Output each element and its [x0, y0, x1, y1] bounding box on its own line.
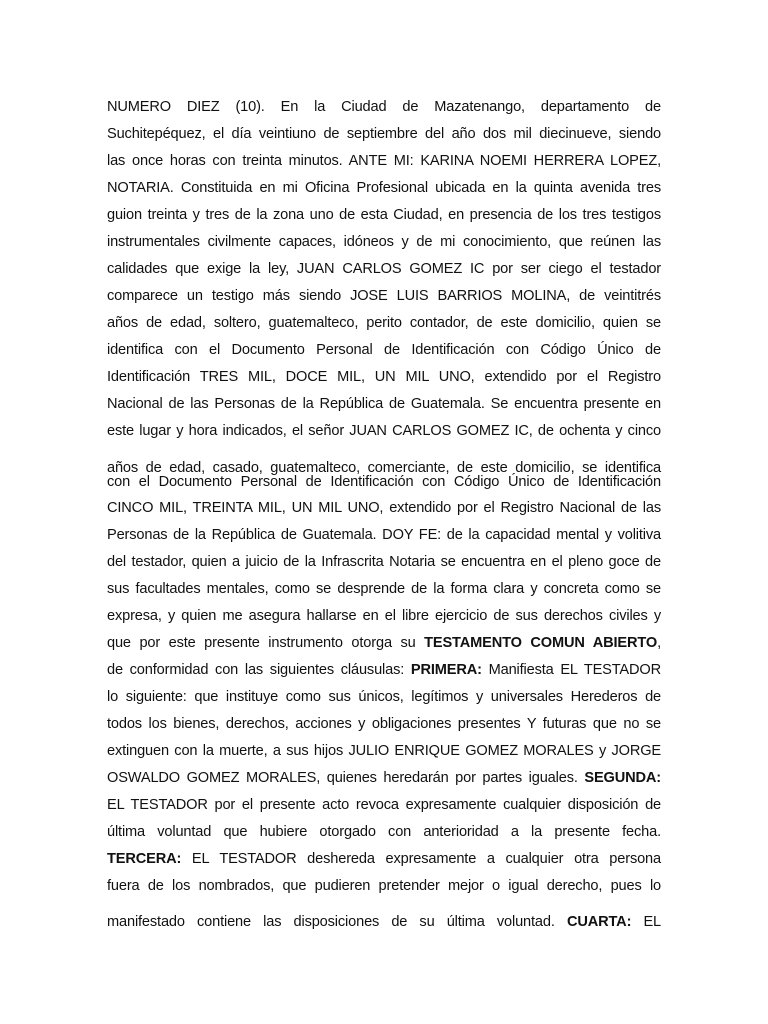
- text-run: de conformidad con las siguientes cláusulas:: [107, 662, 411, 678]
- text-line: [107, 687, 661, 707]
- bold-text-run: TERCERA:: [107, 851, 182, 867]
- text-line: [107, 421, 661, 441]
- text-run: este lugar y hora indicados, el señor JUAN CARLOS GOMEZ IC, de ochenta y cinco: [107, 423, 661, 439]
- text-run: calidades que exige la ley, JUAN CARLOS GOMEZ IC por ser ciego el testador: [107, 261, 661, 277]
- text-run: manifestado contiene las disposiciones de su última voluntad.: [107, 914, 567, 930]
- text-run: Manifiesta EL TESTADOR: [481, 662, 661, 678]
- text-run: NUMERO DIEZ (10). En la Ciudad de Mazatenango, departamento de: [107, 99, 661, 115]
- text-line: [107, 552, 661, 572]
- text-run: EL TESTADOR deshereda expresamente a cualquier otra persona: [181, 851, 661, 867]
- text-line: [107, 768, 661, 788]
- text-run: todos los bienes, derechos, acciones y obligaciones presentes Y futuras que no se: [107, 716, 661, 732]
- text-run: que por este presente instrumento otorga su: [107, 635, 425, 651]
- text-line: [107, 124, 661, 144]
- text-line: [107, 205, 661, 225]
- text-line: [107, 876, 661, 896]
- text-run: expresa, y quien me asegura hallarse en el libre ejercicio de sus derechos civiles y: [107, 608, 661, 624]
- text-run: EL TESTADOR por el presente acto revoca expresamente cualquier disposición de: [107, 797, 661, 813]
- text-line: [107, 151, 661, 171]
- text-line: [107, 849, 661, 869]
- text-line: [107, 606, 661, 626]
- text-line: [107, 660, 661, 680]
- text-run: fuera de los nombrados, que pudieren pretender mejor o igual derecho, pues lo: [107, 878, 661, 894]
- text-line: [107, 394, 661, 414]
- text-line: [107, 795, 661, 815]
- text-line: [107, 367, 661, 387]
- text-run: última voluntad que hubiere otorgado con anterioridad a la presente fecha.: [107, 824, 661, 840]
- text-line: [107, 579, 661, 599]
- text-run: con el Documento Personal de Identificación con Código Único de Identificación: [107, 474, 661, 490]
- text-line: [107, 259, 661, 279]
- text-run: Nacional de las Personas de la República de Guatemala. Se encuentra presente en: [107, 396, 661, 412]
- text-line: [107, 286, 661, 306]
- text-run: identifica con el Documento Personal de Identificación con Código Único de: [107, 342, 661, 358]
- text-line: [107, 232, 661, 252]
- text-run: NOTARIA. Constituida en mi Oficina Profesional ubicada en la quinta avenida tres: [107, 180, 661, 196]
- text-line: [107, 525, 661, 545]
- bold-text-run: TESTAMENTO COMUN ABIERTO: [424, 635, 658, 651]
- text-run: Suchitepéquez, el día veintiuno de septiembre del año dos mil diecinueve, siendo: [107, 126, 661, 142]
- text-line: [107, 741, 661, 761]
- text-run: extinguen con la muerte, a sus hijos JULIO ENRIQUE GOMEZ MORALES y JORGE: [107, 743, 661, 759]
- text-run: EL: [631, 914, 661, 930]
- bold-text-run: SEGUNDA:: [584, 770, 661, 786]
- text-line: [107, 472, 661, 492]
- text-line: [107, 714, 661, 734]
- text-run: sus facultades mentales, como se desprende de la forma clara y concreta como se: [107, 581, 661, 597]
- text-run: del testador, quien a juicio de la Infrascrita Notaria se encuentra en el pleno goce de: [107, 554, 661, 570]
- text-line: [107, 498, 661, 518]
- text-line: [107, 633, 661, 653]
- text-run: OSWALDO GOMEZ MORALES, quienes heredarán por partes iguales.: [107, 770, 585, 786]
- text-run: ,: [657, 635, 661, 651]
- text-line: [107, 178, 661, 198]
- text-run: años de edad, soltero, guatemalteco, perito contador, de este domicilio, quien se: [107, 315, 661, 331]
- text-run: lo siguiente: que instituye como sus únicos, legítimos y universales Herederos de: [107, 689, 661, 705]
- text-line: [107, 313, 661, 333]
- text-run: Identificación TRES MIL, DOCE MIL, UN MIL UNO, extendido por el Registro: [107, 369, 661, 385]
- text-line: [107, 97, 661, 117]
- text-line: [107, 340, 661, 360]
- text-run: instrumentales civilmente capaces, idóneos y de mi conocimiento, que reúnen las: [107, 234, 661, 250]
- text-run: comparece un testigo más siendo JOSE LUIS BARRIOS MOLINA, de veintitrés: [107, 288, 661, 304]
- text-line: [107, 822, 661, 842]
- text-run: Personas de la República de Guatemala. DOY FE: de la capacidad mental y volitiva: [107, 527, 661, 543]
- text-run: las once horas con treinta minutos. ANTE MI: KARINA NOEMI HERRERA LOPEZ,: [107, 153, 661, 169]
- text-run: años de edad, casado, guatemalteco, comerciante, de este domicilio, se identifica: [107, 460, 661, 476]
- bold-text-run: PRIMERA:: [410, 662, 482, 678]
- text-run: CINCO MIL, TREINTA MIL, UN MIL UNO, extendido por el Registro Nacional de las: [107, 500, 661, 516]
- text-line: [107, 912, 661, 932]
- bold-text-run: CUARTA:: [566, 914, 632, 930]
- text-run: guion treinta y tres de la zona uno de esta Ciudad, en presencia de los tres testigos: [107, 207, 661, 223]
